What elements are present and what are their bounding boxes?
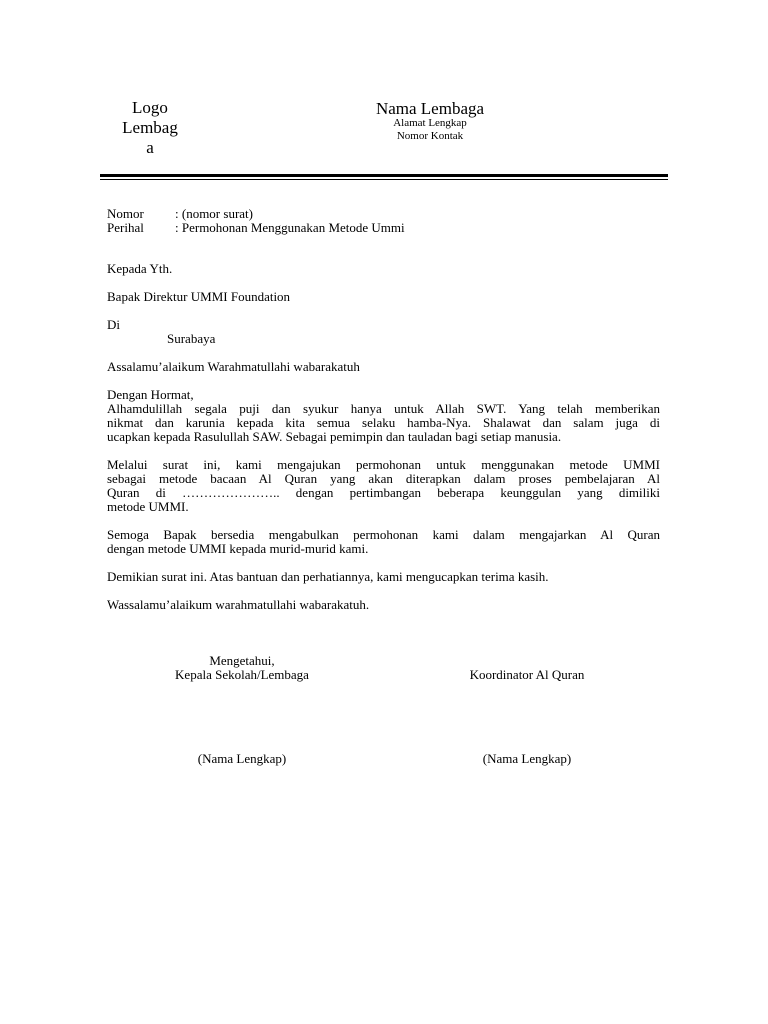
perihal-label: Perihal [107, 220, 144, 235]
paragraph-1-line: ucapkan kepada Rasulullah SAW. Sebagai pemimpin dan tauladan bagi setiap manusia. [107, 429, 562, 444]
greeting: Assalamu’alaikum Warahmatullahi wabarakatuh [107, 359, 360, 374]
recipient-to: Kepada Yth. [107, 261, 173, 276]
org-name: Nama Lembaga [375, 99, 485, 118]
recipient-city: Surabaya [167, 331, 216, 346]
paragraph-2-line: Quran di ………………….. dengan pertimbangan beberapa keunggulan yang dimiliki [107, 485, 660, 500]
paragraph-2-line: Melalui surat ini, kami mengajukan permohonan untuk menggunakan metode UMMI [107, 457, 660, 472]
sign-right-title: Koordinator Al Quran [469, 667, 585, 682]
paragraph-1 [107, 402, 660, 444]
recipient-name: Bapak Direktur UMMI Foundation [107, 289, 291, 304]
sign-left-title: Kepala Sekolah/Lembaga [175, 667, 309, 682]
logo-line-1: Logo [132, 98, 168, 117]
logo-line-2: Lembag [122, 118, 178, 137]
logo-line-3: a [146, 138, 154, 157]
sign-left-acknowledge: Mengetahui, [209, 653, 275, 668]
paragraph-2 [107, 458, 660, 514]
paragraph-1-line: Alhamdulillah segala puji dan syukur hanya untuk Allah SWT. Yang telah memberikan [107, 401, 660, 416]
closing-salutation: Wassalamu’alaikum warahmatullahi wabarakatuh. [107, 597, 370, 612]
recipient-di: Di [107, 317, 120, 332]
org-address: Alamat Lengkap [393, 117, 467, 129]
paragraph-2-line: metode UMMI. [107, 499, 189, 514]
sign-left-name: (Nama Lengkap) [197, 751, 287, 766]
paragraph-3 [107, 528, 660, 556]
letterhead-rule-thin [100, 179, 668, 180]
paragraph-3-line: dengan metode UMMI kepada murid-murid kami. [107, 541, 369, 556]
nomor-label: Nomor [107, 206, 144, 221]
paragraph-1-line: nikmat dan karunia kepada kita semua selaku hamba-Nya. Shalawat dan salam juga di [107, 415, 660, 430]
paragraph-3-line: Semoga Bapak bersedia mengabulkan permohonan kami dalam mengajarkan Al Quran [107, 527, 660, 542]
logo-placeholder [110, 98, 190, 158]
org-contact: Nomor Kontak [396, 130, 464, 142]
opening: Dengan Hormat, [107, 387, 194, 402]
nomor-value: : (nomor surat) [175, 206, 253, 221]
paragraph-2-line: sebagai metode bacaan Al Quran yang akan diterapkan dalam proses pembelajaran Al [107, 471, 660, 486]
sign-right-name: (Nama Lengkap) [482, 751, 572, 766]
paragraph-4: Demikian surat ini. Atas bantuan dan perhatiannya, kami mengucapkan terima kasih. [107, 569, 549, 584]
letterhead-rule-thick [100, 174, 668, 177]
perihal-value: : Permohonan Menggunakan Metode Ummi [175, 220, 405, 235]
